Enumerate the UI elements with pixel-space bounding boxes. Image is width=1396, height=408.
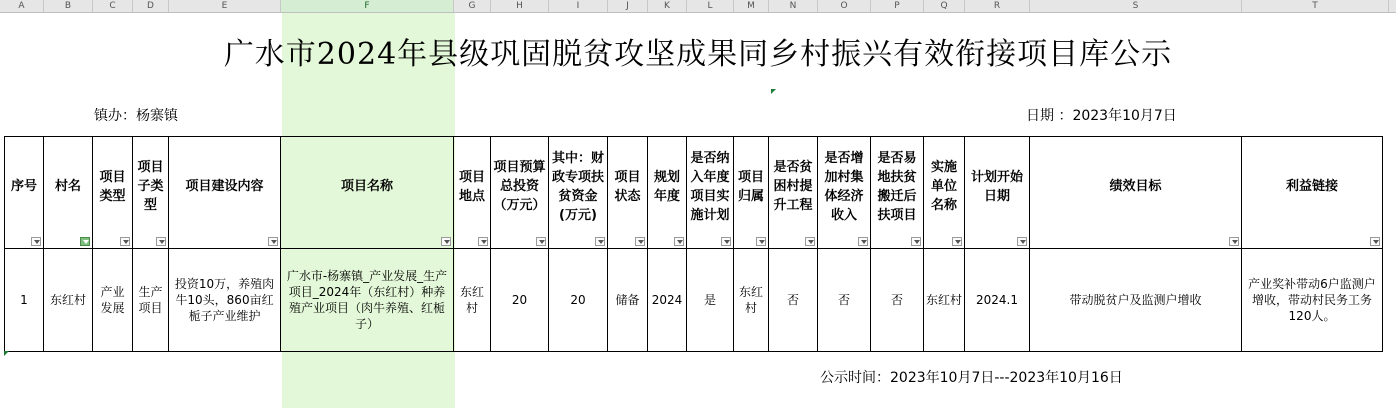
column-header-k[interactable]: K — [648, 0, 687, 12]
column-header-e[interactable]: E — [169, 0, 281, 12]
table-cell[interactable]: 20 — [491, 249, 549, 352]
header-label: 项目类型 — [99, 169, 126, 204]
header-label: 是否增加村集体经济收入 — [824, 150, 864, 223]
header-label: 利益链接 — [1285, 179, 1338, 194]
column-header-t[interactable]: T — [1242, 0, 1389, 12]
filter-dropdown-icon[interactable] — [635, 237, 645, 246]
header-label: 村名 — [54, 179, 81, 194]
header-cell[interactable] — [44, 137, 93, 249]
cell-comment-marker — [4, 351, 9, 356]
header-cell[interactable] — [769, 137, 818, 249]
table-cell[interactable]: 东红村 — [734, 249, 769, 352]
column-header-d[interactable]: D — [133, 0, 169, 12]
project-table — [4, 136, 1383, 352]
header-label: 序号 — [10, 179, 37, 194]
filter-dropdown-icon[interactable] — [478, 237, 488, 246]
header-cell[interactable] — [169, 137, 281, 249]
column-header-o[interactable]: O — [818, 0, 871, 12]
header-row — [5, 137, 1383, 249]
filter-dropdown-icon[interactable] — [31, 237, 41, 246]
header-cell[interactable] — [687, 137, 734, 249]
sheet-title[interactable]: 广水市2024年县级巩固脱贫攻坚成果同乡村振兴有效衔接项目库公示 — [223, 37, 1173, 72]
header-cell[interactable] — [491, 137, 549, 249]
header-cell[interactable] — [734, 137, 769, 249]
filter-dropdown-icon[interactable] — [1370, 237, 1380, 246]
header-cell[interactable] — [454, 137, 491, 249]
column-header-c[interactable]: C — [93, 0, 133, 12]
header-cell[interactable] — [133, 137, 169, 249]
header-label: 项目地点 — [458, 169, 485, 204]
column-header-i[interactable]: I — [549, 0, 608, 12]
table-cell[interactable]: 1 — [5, 249, 44, 352]
table-cell[interactable]: 东红村 — [44, 249, 93, 352]
header-label: 项目归属 — [737, 169, 764, 204]
header-cell[interactable] — [648, 137, 687, 249]
table-cell[interactable]: 带动脱贫户及监测户增收 — [1030, 249, 1242, 352]
header-label: 计划开始日期 — [970, 169, 1023, 204]
filter-dropdown-icon[interactable] — [1017, 237, 1027, 246]
header-cell[interactable] — [608, 137, 648, 249]
header-cell[interactable] — [965, 137, 1030, 249]
filter-dropdown-icon[interactable] — [268, 237, 278, 246]
filter-dropdown-icon[interactable] — [441, 237, 451, 246]
column-header-q[interactable]: Q — [924, 0, 965, 12]
cell-comment-marker — [771, 89, 776, 94]
table-cell[interactable]: 产业发展 — [93, 249, 133, 352]
column-header-s[interactable]: S — [1030, 0, 1242, 12]
column-header-m[interactable]: M — [734, 0, 769, 12]
table-cell[interactable]: 东红村 — [454, 249, 491, 352]
table-cell[interactable]: 是 — [687, 249, 734, 352]
column-header-g[interactable]: G — [454, 0, 491, 12]
table-cell[interactable]: 广水市-杨寨镇_产业发展_生产项目_2024年（东红村）种养殖产业项目（肉牛养殖、红栀子） — [281, 249, 454, 352]
table-cell[interactable]: 否 — [818, 249, 871, 352]
column-header-j[interactable]: J — [608, 0, 648, 12]
header-cell[interactable] — [93, 137, 133, 249]
header-cell[interactable] — [1030, 137, 1242, 249]
column-header-b[interactable]: B — [44, 0, 93, 12]
table-cell[interactable]: 否 — [871, 249, 924, 352]
filter-dropdown-icon[interactable] — [952, 237, 962, 246]
filter-dropdown-icon[interactable] — [805, 237, 815, 246]
table-cell[interactable]: 生产项目 — [133, 249, 169, 352]
header-cell[interactable] — [549, 137, 608, 249]
header-cell[interactable] — [5, 137, 44, 249]
table-cell[interactable]: 产业奖补带动6户监测户增收，带动村民务工务120人。 — [1242, 249, 1383, 352]
column-header-a[interactable]: A — [0, 0, 44, 12]
header-label: 是否贫困村提升工程 — [773, 160, 813, 213]
filter-dropdown-icon[interactable] — [156, 237, 166, 246]
town-label[interactable]: 镇办：杨寨镇 — [94, 108, 178, 124]
table-cell[interactable]: 2024.1 — [965, 249, 1030, 352]
filter-dropdown-icon[interactable] — [595, 237, 605, 246]
table-cell[interactable]: 投资10万，养殖肉牛10头，860亩红栀子产业维护 — [169, 249, 281, 352]
column-header-h[interactable]: H — [491, 0, 549, 12]
header-cell[interactable] — [871, 137, 924, 249]
filter-dropdown-icon[interactable] — [756, 237, 766, 246]
column-header-f[interactable]: F — [281, 0, 454, 12]
column-header-n[interactable]: N — [769, 0, 818, 12]
date-label[interactable]: 日期 ：2023年10月7日 — [1026, 108, 1177, 124]
column-header-bar — [0, 0, 1396, 13]
column-header-l[interactable]: L — [687, 0, 734, 12]
header-cell[interactable] — [924, 137, 965, 249]
header-label: 是否纳入年度项目实施计划 — [690, 150, 730, 223]
table-cell[interactable]: 东红村 — [924, 249, 965, 352]
filter-dropdown-icon[interactable] — [721, 237, 731, 246]
table-cell[interactable]: 20 — [549, 249, 608, 352]
header-cell[interactable] — [1242, 137, 1383, 249]
header-label: 其中：财政专项扶贫资金(万元) — [551, 150, 604, 223]
filter-dropdown-icon[interactable] — [536, 237, 546, 246]
table-cell[interactable]: 否 — [769, 249, 818, 352]
filter-dropdown-icon[interactable] — [120, 237, 130, 246]
table-row — [5, 249, 1383, 352]
header-label: 项目状态 — [614, 169, 641, 204]
header-cell[interactable] — [818, 137, 871, 249]
filter-dropdown-icon[interactable] — [911, 237, 921, 246]
filter-dropdown-icon[interactable] — [858, 237, 868, 246]
header-label: 实施单位名称 — [930, 160, 957, 213]
worksheet[interactable] — [0, 13, 1396, 408]
filter-dropdown-icon[interactable] — [674, 237, 684, 246]
table-cell[interactable]: 储备 — [608, 249, 648, 352]
header-label: 是否易地扶贫搬迁后扶项目 — [877, 150, 917, 223]
header-label: 项目预算总投资（万元） — [493, 160, 546, 213]
column-header-r[interactable]: R — [965, 0, 1030, 12]
table-cell[interactable]: 2024 — [648, 249, 687, 352]
header-label: 绩效目标 — [1109, 179, 1162, 194]
publicity-period[interactable]: 公示时间：2023年10月7日---2023年10月16日 — [820, 370, 1123, 386]
header-label: 规划年度 — [653, 169, 680, 204]
header-label: 项目建设内容 — [185, 179, 264, 194]
column-header-p[interactable]: P — [871, 0, 924, 12]
filter-active-icon[interactable] — [80, 237, 90, 246]
header-label: 项目名称 — [340, 179, 393, 194]
header-cell[interactable] — [281, 137, 454, 249]
filter-dropdown-icon[interactable] — [1229, 237, 1239, 246]
header-label: 项目子类型 — [137, 160, 164, 213]
